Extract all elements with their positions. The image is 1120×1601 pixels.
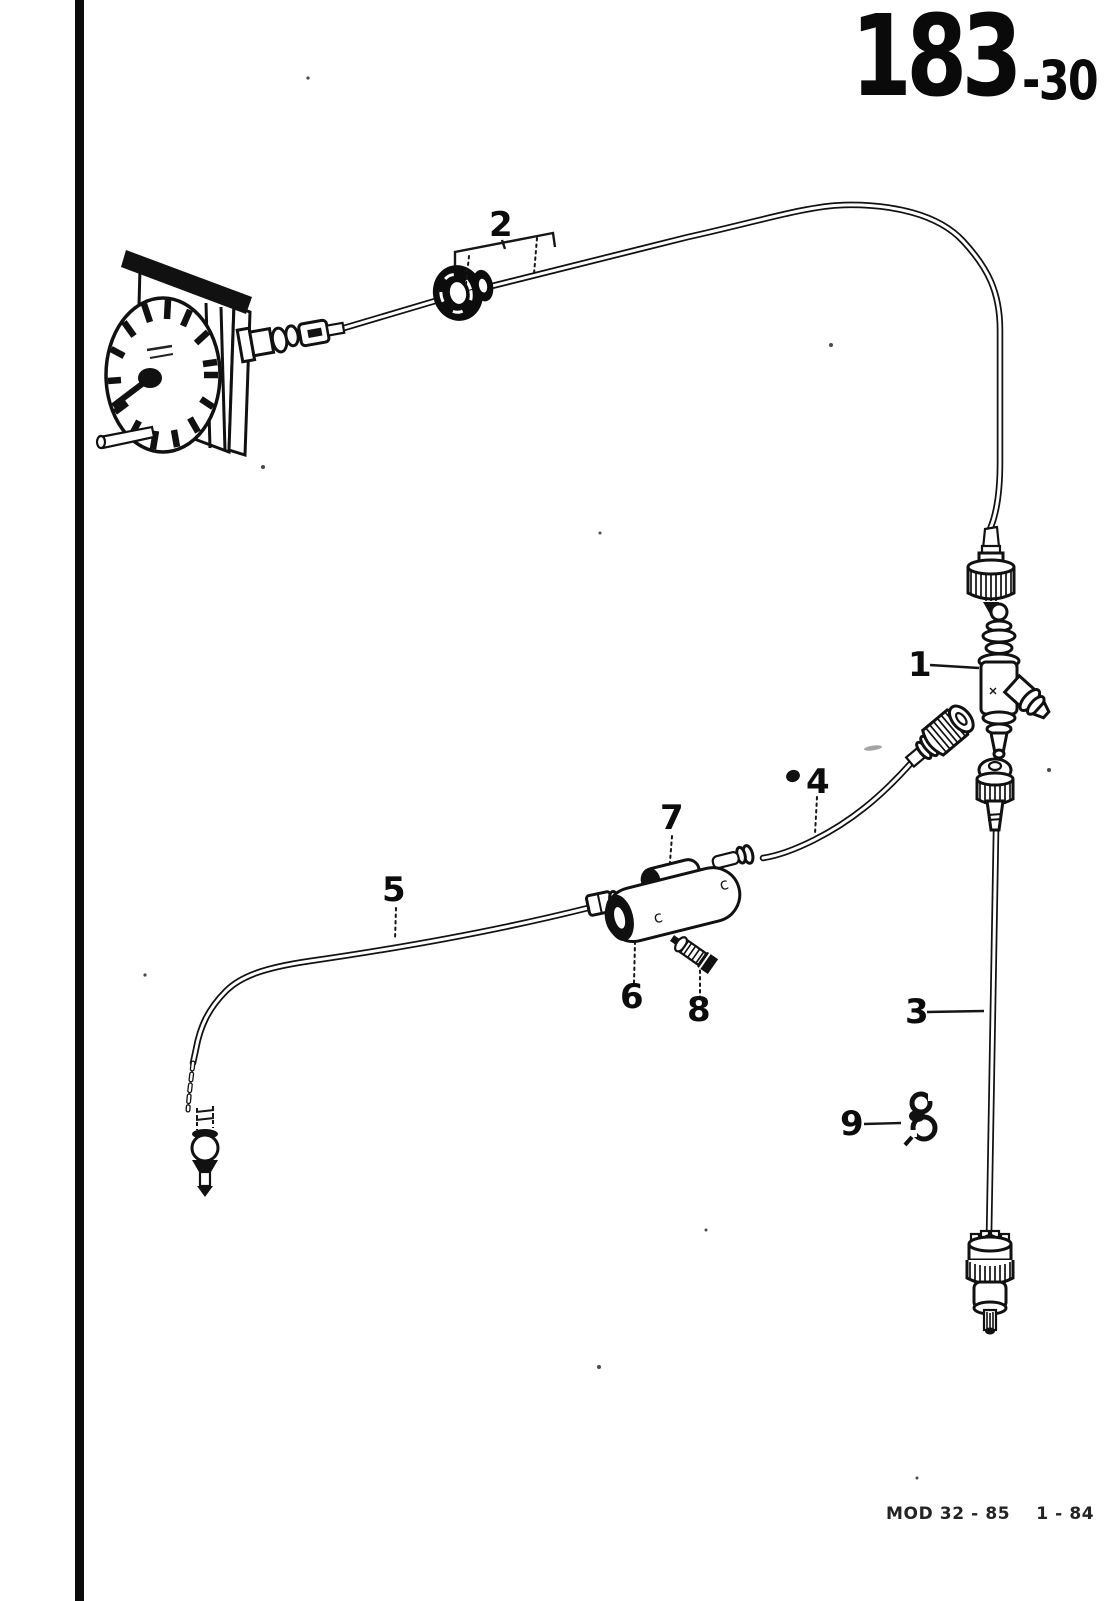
page-number-main: 183 <box>851 0 1017 122</box>
long-cable-lower-fitting <box>192 1106 218 1197</box>
callout-5-label: 5 <box>382 870 406 910</box>
lower-drive-cable <box>989 832 996 1236</box>
upper-speedometer-cable <box>344 205 1000 529</box>
callout-8-label: 8 <box>687 990 711 1030</box>
lower-cable-top-connector <box>977 759 1013 830</box>
scan-speckles <box>143 76 1051 1479</box>
callout-4 <box>784 762 829 834</box>
callout-5 <box>382 870 406 940</box>
callout-9-leader <box>864 1123 901 1124</box>
footer-codes <box>886 1504 1094 1524</box>
long-flexible-cable <box>188 908 588 1110</box>
cable-clip <box>905 1094 936 1145</box>
callout-3-label: 3 <box>905 992 929 1032</box>
tube-marking-left: c <box>651 906 665 928</box>
cable-union-nut <box>968 527 1014 616</box>
speedometer-head <box>97 250 346 455</box>
callout-3 <box>905 992 984 1032</box>
callout-4-mark <box>784 768 801 784</box>
firewall-grommet <box>428 258 499 325</box>
clamp-screw <box>667 931 718 974</box>
intermediate-cable-connector <box>899 700 979 775</box>
callout-7-label: 7 <box>660 798 684 838</box>
callout-9-label: 9 <box>840 1104 864 1144</box>
callout-1-leader <box>930 665 979 668</box>
callout-1-label: 1 <box>908 645 932 685</box>
callout-5-leader <box>395 908 396 940</box>
lower-cable-end-connector <box>967 1231 1013 1335</box>
footer-code-date: 1 - 84 <box>1036 1504 1095 1524</box>
speedometer-output-spigot <box>237 312 346 362</box>
callout-8 <box>687 970 711 1030</box>
callout-6-label: 6 <box>620 977 644 1017</box>
page-number-suffix: -30 <box>1021 49 1097 113</box>
callout-3-leader <box>927 1011 984 1012</box>
callout-2-label: 2 <box>489 205 513 245</box>
callout-6 <box>620 942 644 1017</box>
callout-4-label: 4 <box>806 762 830 802</box>
tube-marking-right: c <box>717 873 731 895</box>
callout-9 <box>840 1104 901 1144</box>
intermediate-cable <box>763 762 912 858</box>
callout-7-leader <box>670 836 672 862</box>
angle-drive-unit <box>979 604 1055 758</box>
callout-4-leader <box>815 797 817 834</box>
speedometer-dial <box>106 298 220 452</box>
callout-7 <box>660 798 684 862</box>
footer-code-model: MOD 32 - 85 <box>886 1504 1011 1524</box>
callout-1 <box>908 645 979 685</box>
